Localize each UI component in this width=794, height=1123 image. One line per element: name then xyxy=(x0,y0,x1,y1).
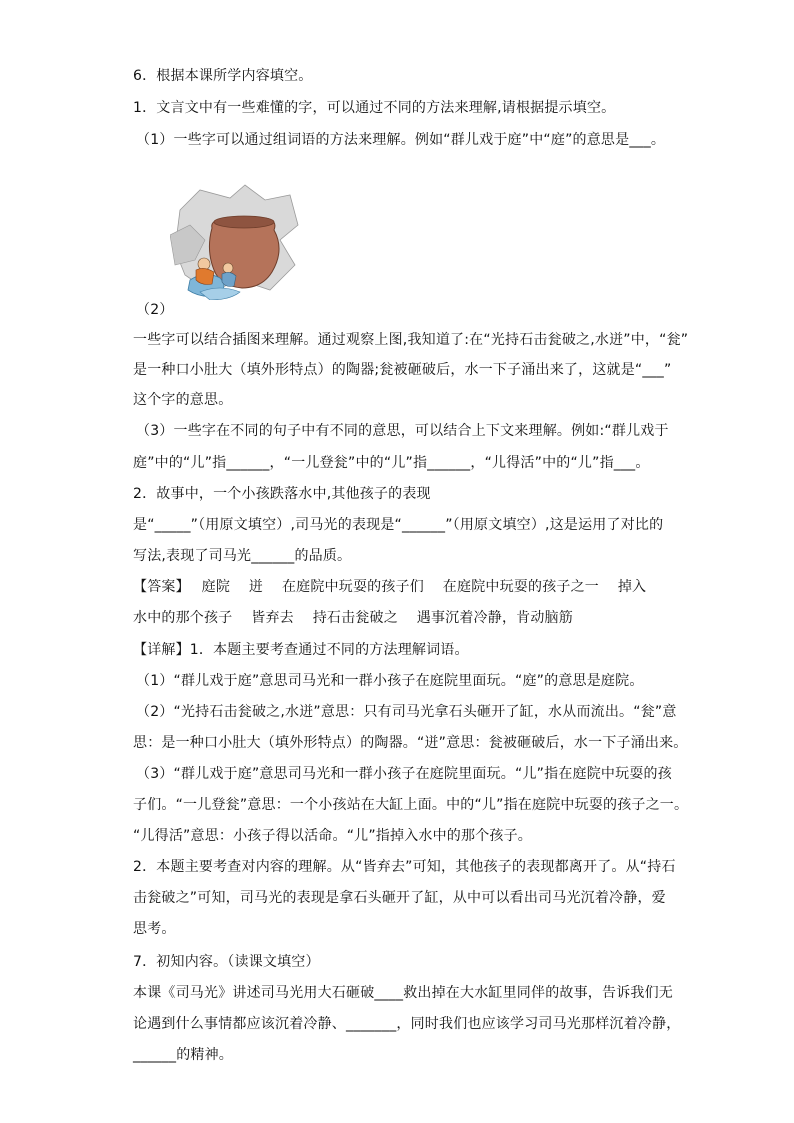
explanation-2-line-2: 思：是一种口小肚大（填外形特点）的陶器。“迸”意思：瓮被砸破后，水一下子涌出来。 xyxy=(133,735,688,751)
question-7-line-1: 本课《司马光》讲述司马光用大石砸破____救出掉在大水缸里同伴的故事，告诉我们无 xyxy=(133,985,673,1001)
question-1-title: 1．文言文中有一些难懂的字，可以通过不同的方法来理解,请根据提示填空。 xyxy=(133,100,616,116)
question-2-line-3: 写法,表现了司马光______的品质。 xyxy=(133,548,352,564)
answer-line-2: 水中的那个孩子 皆弃去 持石击瓮破之 遇事沉着冷静，肯动脑筋 xyxy=(133,610,573,626)
explanation-2-line-1: （2）“光持石击瓮破之,水迸”意思：只有司马光拿石头砸开了缸，水从而流出。“瓮”意 xyxy=(136,704,677,720)
explanation-3-line-3: “儿得活”意思：小孩子得以活命。“儿”指掉入水中的那个孩子。 xyxy=(133,828,533,844)
explanation-q2-line-3: 思考。 xyxy=(133,921,176,937)
sub-question-2-label: （2） xyxy=(136,302,174,318)
sima-guang-illustration xyxy=(170,180,300,300)
explanation-q2-line-2: 击瓮破之”可知，司马光的表现是拿石头砸开了缸，从中可以看出司马光沉着冷静，爱 xyxy=(133,890,666,906)
question-2-line-1: 2．故事中，一个小孩跌落水中,其他孩子的表现 xyxy=(133,486,431,502)
sub-question-2-line-1: 一些字可以结合插图来理解。通过观察上图,我知道了:在“光持石击瓮破之,水迸”中，“瓮” xyxy=(133,332,689,348)
sub-question-3-line-2: 庭”中的“儿”指______，“一儿登瓮”中的“儿”指______，“儿得活”中的“儿”指___。 xyxy=(133,455,650,471)
question-2-line-2: 是“_____”（用原文填空）,司马光的表现是“______”（用原文填空）,这是运用了对比的 xyxy=(133,517,664,533)
question-7-line-2: 论遇到什么事情都应该沉着冷静、_______，同时我们也应该学习司马光那样沉着冷静， xyxy=(133,1016,681,1032)
explanation-3-line-2: 子们。“一儿登瓮”意思：一个小孩站在大缸上面。中的“儿”指在庭院中玩耍的孩子之一。 xyxy=(133,797,689,813)
explanation-q2-line-1: 2．本题主要考查对内容的理解。从“皆弃去”可知，其他孩子的表现都离开了。从“持石 xyxy=(133,859,676,875)
question-7-line-3: ______的精神。 xyxy=(133,1047,233,1063)
answer-line-1: 【答案】 庭院 迸 在庭院中玩耍的孩子们 在庭院中玩耍的孩子之一 掉入 xyxy=(133,579,647,595)
explanation-1: （1）“群儿戏于庭”意思司马光和一群小孩子在庭院里面玩。“庭”的意思是庭院。 xyxy=(136,673,644,689)
sub-question-1: （1）一些字可以通过组词语的方法来理解。例如“群儿戏于庭”中“庭”的意思是___。 xyxy=(136,132,666,148)
question-7-title: 7．初知内容。（读课文填空） xyxy=(133,954,320,970)
sub-question-2-line-3: 这个字的意思。 xyxy=(133,392,233,408)
explanation-heading: 【详解】1．本题主要考查通过不同的方法理解词语。 xyxy=(133,642,469,658)
question-6-title: 6．根据本课所学内容填空。 xyxy=(133,68,313,84)
explanation-3-line-1: （3）“群儿戏于庭”意思司马光和一群小孩子在庭院里面玩。“儿”指在庭院中玩耍的孩 xyxy=(136,766,672,782)
sub-question-3-line-1: （3）一些字在不同的句子中有不同的意思，可以结合上下文来理解。例如:“群儿戏于 xyxy=(136,423,669,439)
sub-question-2-line-2: 是一种口小肚大（填外形特点）的陶器;瓮被砸破后，水一下子涌出来了，这就是“___” xyxy=(133,362,672,378)
